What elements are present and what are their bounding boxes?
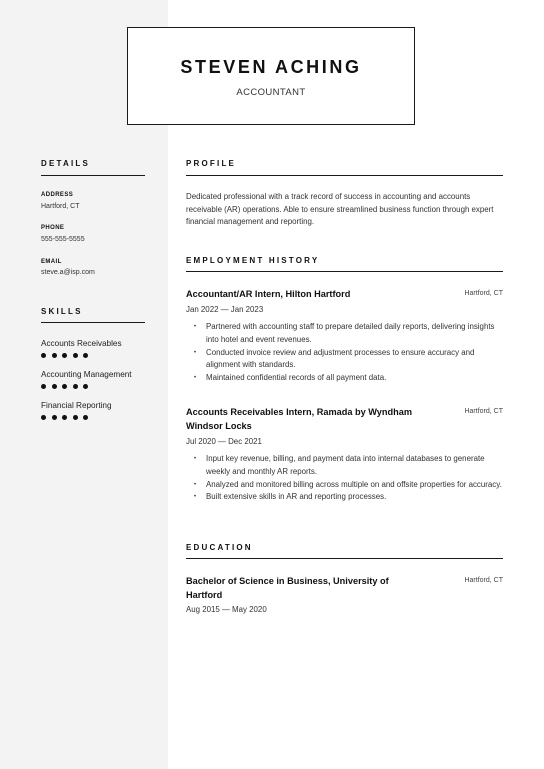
- skills-divider: [41, 322, 145, 323]
- education-divider: [186, 558, 503, 559]
- education-heading: EDUCATION: [186, 543, 253, 552]
- skill-dot: [73, 353, 78, 358]
- phone-label: PHONE: [41, 225, 65, 231]
- job-bullets: [186, 453, 506, 504]
- skills-heading: SKILLS: [41, 307, 83, 316]
- skill-name: Financial Reporting: [41, 401, 112, 410]
- skill-dot: [62, 415, 67, 420]
- candidate-name: STEVEN ACHING: [180, 57, 362, 77]
- candidate-title: ACCOUNTANT: [236, 87, 306, 98]
- job-location: Hartford, CT: [464, 408, 503, 415]
- job-bullet: • Input key revenue, billing, and payment data into internal databases to generate weekly and monthly AR reports.: [186, 453, 506, 479]
- skill-dot: [41, 415, 46, 420]
- job-bullet: • Maintained confidential records of all payment data.: [186, 372, 506, 385]
- skill-dot: [52, 384, 57, 389]
- details-divider: [41, 175, 145, 176]
- education-location: Hartford, CT: [464, 577, 503, 584]
- skill-dot: [83, 415, 88, 420]
- name-box: [127, 27, 415, 125]
- job-title: Accountant/AR Intern, Hilton Hartford: [186, 289, 351, 299]
- job-bullet: • Partnered with accounting staff to prepare detailed daily reports, delivering insights into hotel and event revenues.: [186, 321, 506, 347]
- details-heading: DETAILS: [41, 159, 91, 168]
- job-dates: Jan 2022 — Jan 2023: [186, 305, 264, 314]
- employment-divider: [186, 271, 503, 272]
- profile-heading: PROFILE: [186, 159, 237, 168]
- skill-dot: [41, 384, 46, 389]
- skill-dot: [52, 415, 57, 420]
- skill-dot: [62, 353, 67, 358]
- job-bullet: • Conducted invoice review and adjustment processes to ensure accuracy and alignment with standards.: [186, 347, 506, 373]
- employment-heading: EMPLOYMENT HISTORY: [186, 256, 320, 265]
- job-bullet: • Analyzed and monitored billing across multiple on and offsite properties for accuracy.: [186, 479, 506, 492]
- profile-summary: Dedicated professional with a track record of success in accounting and accounts receivable (AR) operations. Able to ensure streamlined business function through expert financial management and reporting.: [186, 192, 494, 226]
- skill-dot: [62, 384, 67, 389]
- phone-value: 555-555-5555: [41, 236, 85, 243]
- address-label: ADDRESS: [41, 192, 74, 198]
- email-label: EMAIL: [41, 259, 62, 265]
- skill-name: Accounting Management: [41, 370, 132, 379]
- profile-divider: [186, 175, 503, 176]
- job-title: Accounts Receivables Intern, Ramada by Wyndham Windsor Locks: [186, 407, 413, 431]
- skill-dot: [73, 384, 78, 389]
- job-bullets: [186, 321, 506, 385]
- skill-dot: [73, 415, 78, 420]
- skill-dot: [41, 353, 46, 358]
- address-value: Hartford, CT: [41, 203, 80, 210]
- skill-name: Accounts Receivables: [41, 339, 122, 348]
- job-location: Hartford, CT: [464, 290, 503, 297]
- skill-dot: [83, 384, 88, 389]
- education-dates: Aug 2015 — May 2020: [186, 605, 267, 614]
- email-value: steve.a@isp.com: [41, 269, 95, 276]
- job-bullet: • Built extensive skills in AR and reporting processes.: [186, 491, 506, 504]
- skill-level-dots: [41, 353, 88, 358]
- skill-dot: [83, 353, 88, 358]
- job-dates: Jul 2020 — Dec 2021: [186, 437, 262, 446]
- skill-dot: [52, 353, 57, 358]
- education-degree: Bachelor of Science in Business, University of Hartford: [186, 576, 389, 600]
- skill-level-dots: [41, 415, 88, 420]
- skill-level-dots: [41, 384, 88, 389]
